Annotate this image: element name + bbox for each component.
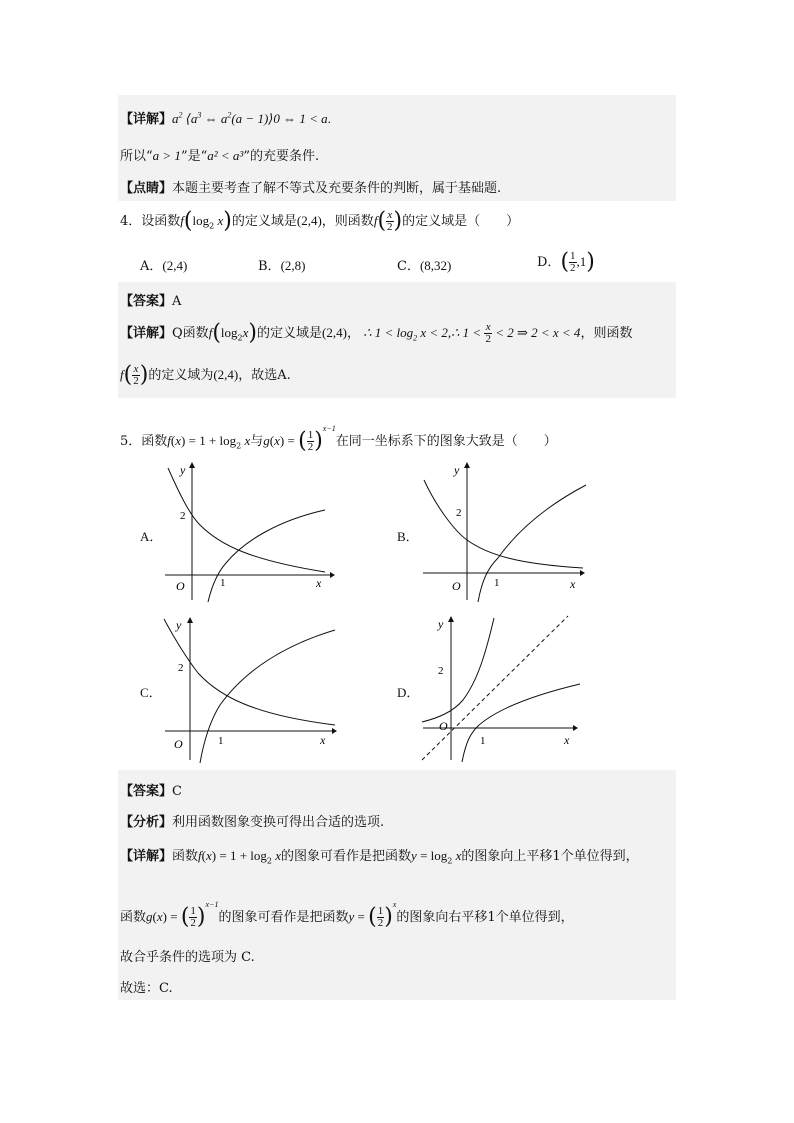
origin-label: O (452, 579, 461, 593)
x-arrow (330, 572, 335, 578)
comment-text: 本题主要考查了解不等式及充要条件的判断，属于基础题. (172, 181, 502, 196)
log-curve (208, 510, 325, 602)
q4-option-c[interactable]: C．(8,32) (397, 258, 452, 274)
answer-label: 【答案】 (120, 294, 173, 309)
y-arrow (187, 617, 193, 623)
q4-stem: 4．设函数$f(\log_2$ x)的定义域是(2,4)，则函数f( $\frac{x}{2}$ )的定义域是（ ） (120, 208, 520, 234)
tick-1-label: 1 (494, 577, 500, 589)
q5-stem: 5．函数$f(x) = 1 + \log_2 x$与g(x) = ( $\frac{1}{2}$ )$^{x-1}$在同一坐标系下的图象大致是（ ） (120, 424, 557, 454)
tick-1-label: 1 (218, 735, 224, 747)
x-label: x (570, 577, 576, 591)
q4-option-a[interactable]: A．(2,4) (140, 258, 188, 274)
analysis-text: 利用函数图象变换可得出合适的选项. (172, 815, 385, 830)
answer-value: C (172, 784, 182, 799)
y-arrow (464, 462, 470, 468)
y-label: y (180, 463, 186, 477)
q5-detail-line-2: 函数g(x) = ( $\frac{1}{2}$ )$^{x-1}$的图象可看作是把函数y = ( $\frac{1}{2}$ )$^x$的图象向右平移1个单位得到， (120, 900, 574, 930)
q3-conclusion-line: 所以“a > 1”是“a² < a³”的充要条件. (120, 148, 320, 164)
decay-curve (424, 480, 583, 568)
tick-2-label: 2 (438, 665, 444, 677)
question-number: 4． (120, 214, 142, 229)
q4-answer-line (120, 290, 181, 309)
y-arrow (189, 462, 195, 468)
q3-comment-line (120, 177, 501, 196)
tick-2-label: 2 (456, 507, 462, 519)
tick-1-label: 1 (480, 735, 486, 747)
q5-analysis-line (120, 811, 384, 830)
q5-solution-box (118, 770, 676, 1000)
analysis-label: 【分析】 (120, 815, 173, 830)
question-number: 5． (120, 434, 142, 449)
detail-label: 【详解】 (120, 112, 173, 127)
log-curve (462, 684, 580, 762)
q5-choice-line: 故选：C. (120, 981, 173, 996)
q4-option-d[interactable]: D．( $\frac{1}{2}$ ,1) (537, 249, 595, 275)
tick-2-label: 2 (178, 662, 184, 674)
graph-c-label[interactable]: C． (140, 685, 162, 700)
x-arrow (580, 570, 585, 576)
q3-detail-line: 【详解】$a^2$ $⟨a^3$ ⇔ $a^2(a$ − 1)⟩0 ⇔ 1 < a. (120, 110, 331, 127)
y-label: y (438, 617, 444, 631)
q5-conclusion-line: 故合乎条件的选项为 C. (120, 950, 255, 965)
q5-detail-line-1: 【详解】函数$f(x) = 1 + \log_2 x$的图象可看作是把函数$y = \log_2 x$的图象向上平移1个单位得到， (120, 848, 639, 866)
q4-detail-line-2: f( $\frac{x}{2}$ )的定义域为(2,4)，故选A. (120, 362, 291, 388)
y-arrow (448, 616, 454, 622)
origin-label: O (439, 719, 448, 733)
graph-c[interactable] (160, 615, 340, 765)
x-arrow (332, 728, 337, 734)
x-arrow (573, 725, 578, 731)
graph-d-label[interactable]: D． (397, 685, 420, 700)
q4-option-b[interactable]: B．(2,8) (258, 258, 306, 274)
answer-label: 【答案】 (120, 784, 173, 799)
x-label: x (564, 733, 570, 747)
dashed-diagonal (422, 616, 568, 760)
exp-curve (422, 618, 494, 722)
graph-a-label[interactable]: A． (140, 529, 163, 544)
origin-label: O (176, 579, 185, 593)
graph-d[interactable] (418, 612, 588, 764)
y-label: y (176, 618, 182, 632)
x-label: x (316, 576, 322, 590)
q4-detail-line-1: 【详解】Q函数$f(\log_2x)$的定义域是(2,4)， ∴ $1 < \log_2 x$ < 2,∴ 1 < $\frac{x}{2}$ < 2 ⇒ 2 < x < 4，则函数 (120, 320, 633, 346)
graph-b-label[interactable]: B． (397, 529, 419, 544)
tick-1-label: 1 (220, 577, 226, 589)
tick-2-label: 2 (180, 510, 186, 522)
graph-b[interactable] (418, 460, 593, 605)
origin-label: O (174, 737, 183, 751)
q3-detail-math: $a^2$ $⟨a^3$ ⇔ $a^2(a$ − 1)⟩0 ⇔ 1 < a (172, 110, 328, 126)
q5-answer-line (120, 780, 182, 799)
answer-value: A (172, 294, 182, 309)
x-label: x (320, 733, 326, 747)
comment-label: 【点睛】 (120, 181, 173, 196)
y-label: y (454, 463, 460, 477)
graph-a[interactable] (160, 460, 335, 605)
